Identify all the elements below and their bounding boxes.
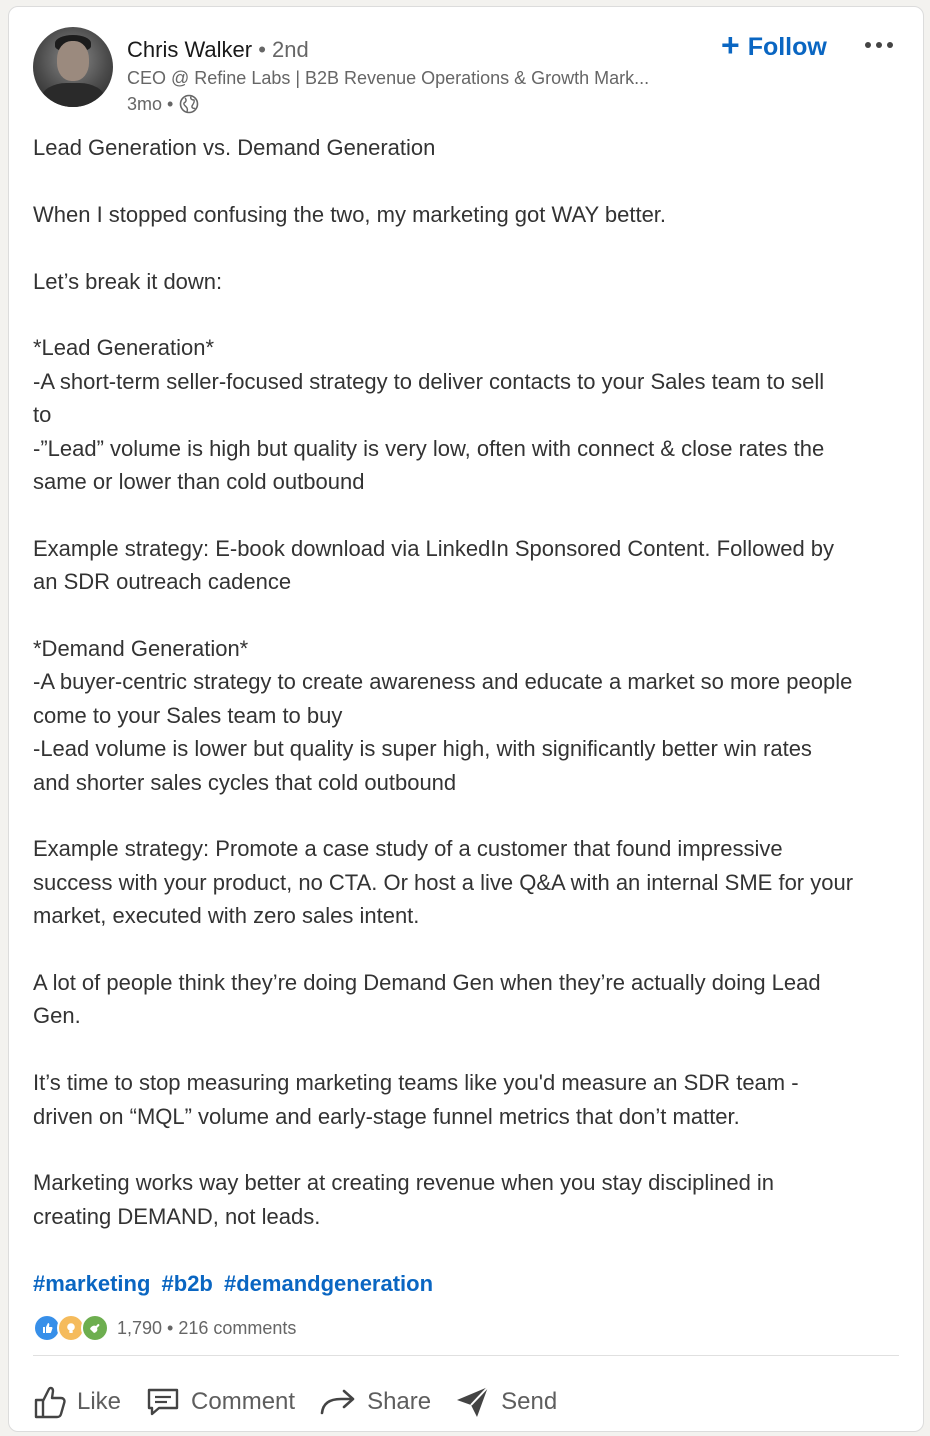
hashtag-marketing[interactable]: #marketing xyxy=(33,1271,151,1296)
post-paragraph: A lot of people think they’re doing Demand Gen when they’re actually doing Lead Gen. xyxy=(33,970,821,1029)
connection-degree: • 2nd xyxy=(258,37,309,62)
post-paragraph: Marketing works way better at creating revenue when you stay disciplined in creating DEMAND, not leads. xyxy=(33,1170,775,1229)
post-time: 3mo • xyxy=(127,94,174,114)
hashtag-demandgeneration[interactable]: #demandgeneration xyxy=(224,1271,434,1296)
post-card xyxy=(8,6,924,1432)
post-paragraph: Lead Generation vs. Demand Generation xyxy=(33,135,436,160)
post-paragraph: Example strategy: Promote a case study of a customer that found impressive success with your product, no CTA. Or host a live Q&A with an internal SME for your market, executed with zero sales intent. xyxy=(33,836,854,929)
send-label: Send xyxy=(501,1388,558,1415)
post-paragraph: It’s time to stop measuring marketing teams like you'd measure an SDR team - driven on “MQL” volume and early-stage funnel metrics that don’t matter. xyxy=(33,1070,799,1129)
send-icon xyxy=(455,1384,491,1420)
post-meta xyxy=(127,91,649,117)
share-label: Share xyxy=(367,1388,432,1415)
thumbs-up-icon xyxy=(33,1384,67,1420)
separator: • xyxy=(167,1317,174,1338)
reactions-summary[interactable] xyxy=(33,1314,109,1342)
like-label: Like xyxy=(77,1388,122,1415)
comment-icon xyxy=(145,1386,181,1418)
more-horizontal-icon xyxy=(865,42,871,48)
author-headline: CEO @ Refine Labs | B2B Revenue Operations & Growth Mark... xyxy=(127,68,650,88)
send-button[interactable] xyxy=(455,1372,569,1432)
author-name[interactable]: Chris Walker xyxy=(127,37,253,62)
action-bar xyxy=(33,1369,581,1435)
post-paragraph: When I stopped confusing the two, my marketing got WAY better. xyxy=(33,201,667,227)
follow-button[interactable] xyxy=(721,25,827,69)
divider xyxy=(33,1355,899,1356)
plus-icon: + xyxy=(721,27,740,63)
social-counts xyxy=(33,1313,296,1343)
author-info xyxy=(127,35,649,117)
globe-icon xyxy=(179,94,199,114)
post-paragraph: Example strategy: E-book download via LinkedIn Sponsored Content. Followed by an SDR outreach cadence xyxy=(33,535,835,595)
follow-label: Follow xyxy=(747,32,827,61)
comment-button[interactable] xyxy=(145,1372,307,1432)
post-body xyxy=(33,131,909,1233)
comment-count[interactable]: 216 comments xyxy=(178,1317,297,1338)
post-paragraph: *Lead Generation* -A short-term seller-focused strategy to deliver contacts to your Sales team to sell to -”Lead” volume is high but quality is very low, often with connect & close rates the same or lower than cold outbound xyxy=(33,335,825,495)
post-paragraph: *Demand Generation* -A buyer-centric strategy to create awareness and educate a market so more people come to your Sales team to buy -Lead volume is lower but quality is super high, with significantly better win rates and shorter sales cycles that cold outbound xyxy=(33,636,853,795)
like-button[interactable] xyxy=(33,1372,133,1432)
reaction-count[interactable]: 1,790 xyxy=(117,1317,163,1338)
more-options-button[interactable] xyxy=(859,29,899,61)
share-button[interactable] xyxy=(319,1372,443,1432)
comment-label: Comment xyxy=(191,1388,296,1415)
author-avatar[interactable] xyxy=(33,27,113,107)
support-reaction-icon xyxy=(81,1314,109,1342)
hashtag-b2b[interactable]: #b2b xyxy=(161,1271,213,1296)
hashtags xyxy=(33,1267,438,1301)
share-arrow-icon xyxy=(319,1387,357,1417)
post-paragraph: Let’s break it down: xyxy=(33,268,223,294)
